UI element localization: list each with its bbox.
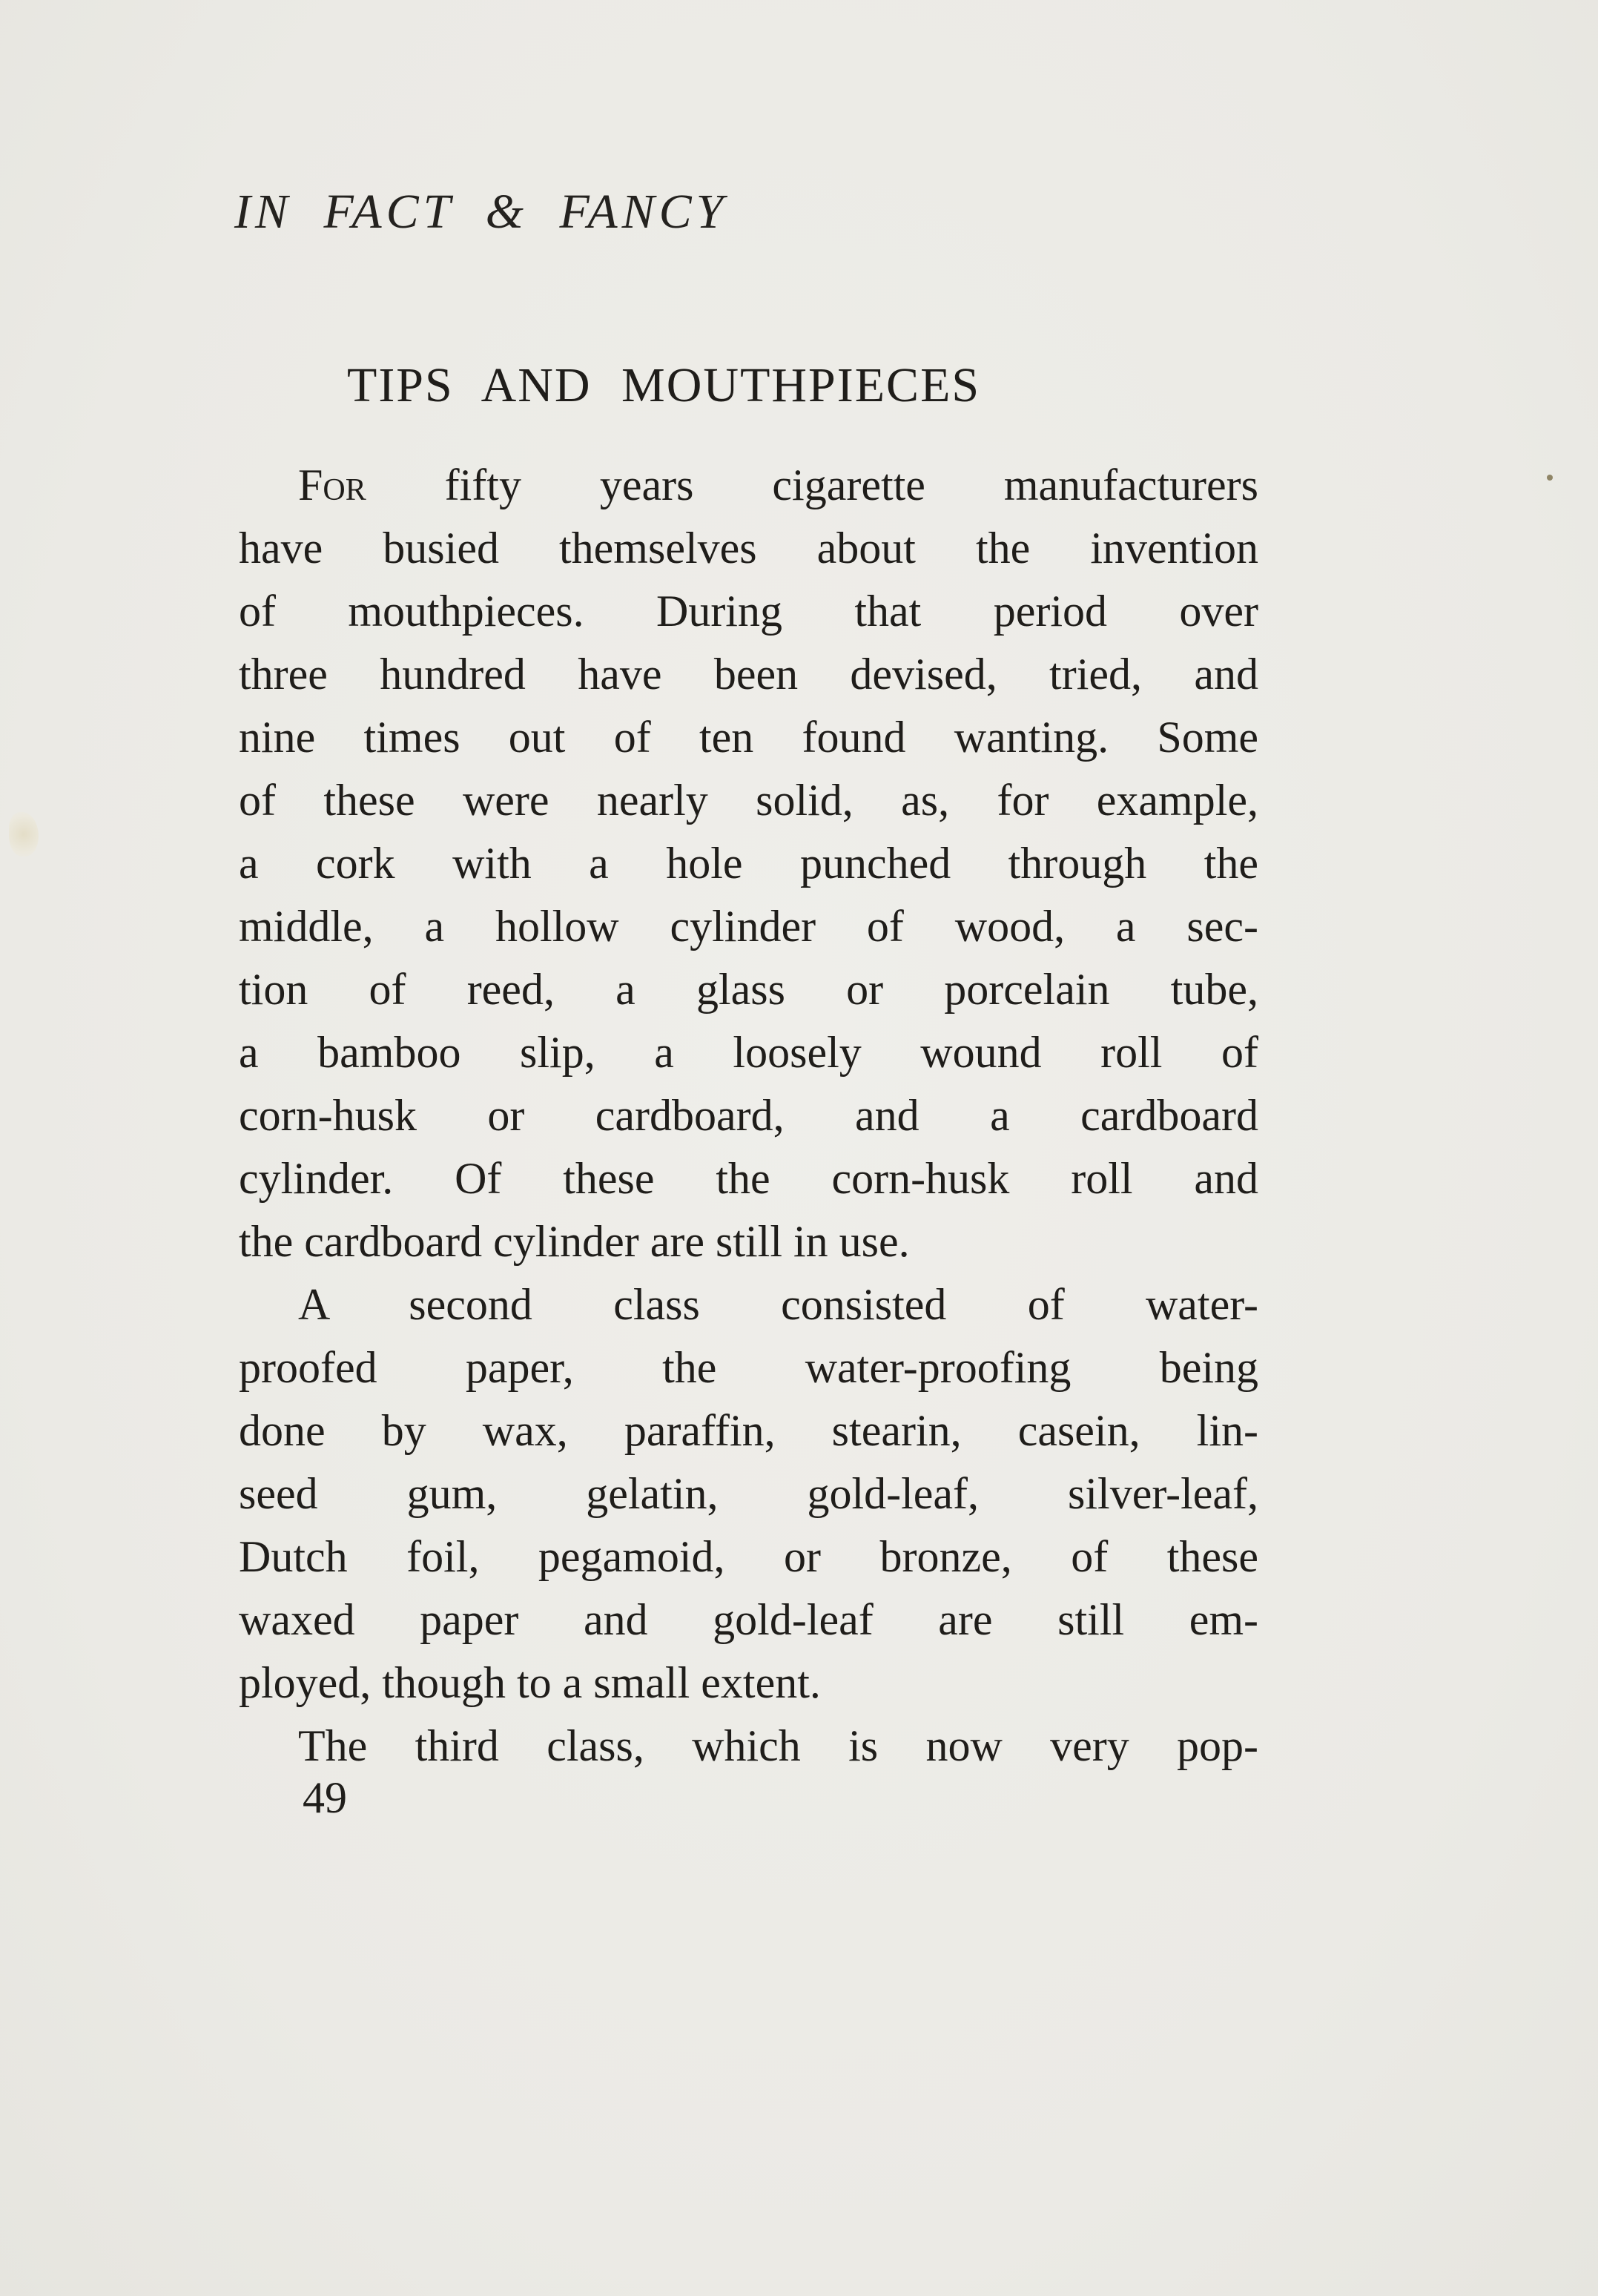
page-number: 49 bbox=[303, 1773, 347, 1822]
text-line: middle, a hollow cylinder of wood, a sec- bbox=[239, 902, 1258, 951]
text-line: A second class consisted of water- bbox=[298, 1280, 1258, 1329]
chapter-title: TIPS AND MOUTHPIECES bbox=[347, 358, 981, 412]
paper-stain bbox=[9, 812, 39, 857]
text-line: done by wax, paraffin, stearin, casein, lin- bbox=[239, 1406, 1258, 1455]
text-line: the cardboard cylinder are still in use. bbox=[239, 1217, 910, 1266]
text-line: nine times out of ten found wanting. Some bbox=[239, 713, 1258, 762]
text-line: cylinder. Of these the corn-husk roll and bbox=[239, 1154, 1258, 1203]
running-head: IN FACT & FANCY bbox=[234, 185, 728, 239]
text-line: seed gum, gelatin, gold-leaf, silver-leaf, bbox=[239, 1469, 1258, 1518]
text-line: a cork with a hole punched through the bbox=[239, 839, 1258, 888]
text-line-content: fifty years cigarette manufacturers bbox=[366, 461, 1258, 509]
text-line: three hundred have been devised, tried, and bbox=[239, 650, 1258, 699]
text-line: a bamboo slip, a loosely wound roll of bbox=[239, 1028, 1258, 1077]
text-line: of these were nearly solid, as, for example, bbox=[239, 776, 1258, 825]
text-line: corn-husk or cardboard, and a cardboard bbox=[239, 1091, 1258, 1140]
text-line: The third class, which is now very pop- bbox=[298, 1721, 1258, 1770]
text-line: proofed paper, the water-proofing being bbox=[239, 1343, 1258, 1392]
paper-speck bbox=[1547, 475, 1553, 481]
text-line: waxed paper and gold-leaf are still em- bbox=[239, 1595, 1258, 1644]
text-line bbox=[239, 454, 1258, 517]
body-text bbox=[239, 454, 1258, 1778]
text-line: ployed, though to a small extent. bbox=[239, 1658, 821, 1707]
text-line: tion of reed, a glass or porcelain tube, bbox=[239, 965, 1258, 1014]
lead-smallcaps: For bbox=[298, 461, 366, 509]
text-line: Dutch foil, pegamoid, or bronze, of these bbox=[239, 1532, 1258, 1581]
text-line: of mouthpieces. During that period over bbox=[239, 587, 1258, 636]
text-line: have busied themselves about the invention bbox=[239, 524, 1258, 573]
